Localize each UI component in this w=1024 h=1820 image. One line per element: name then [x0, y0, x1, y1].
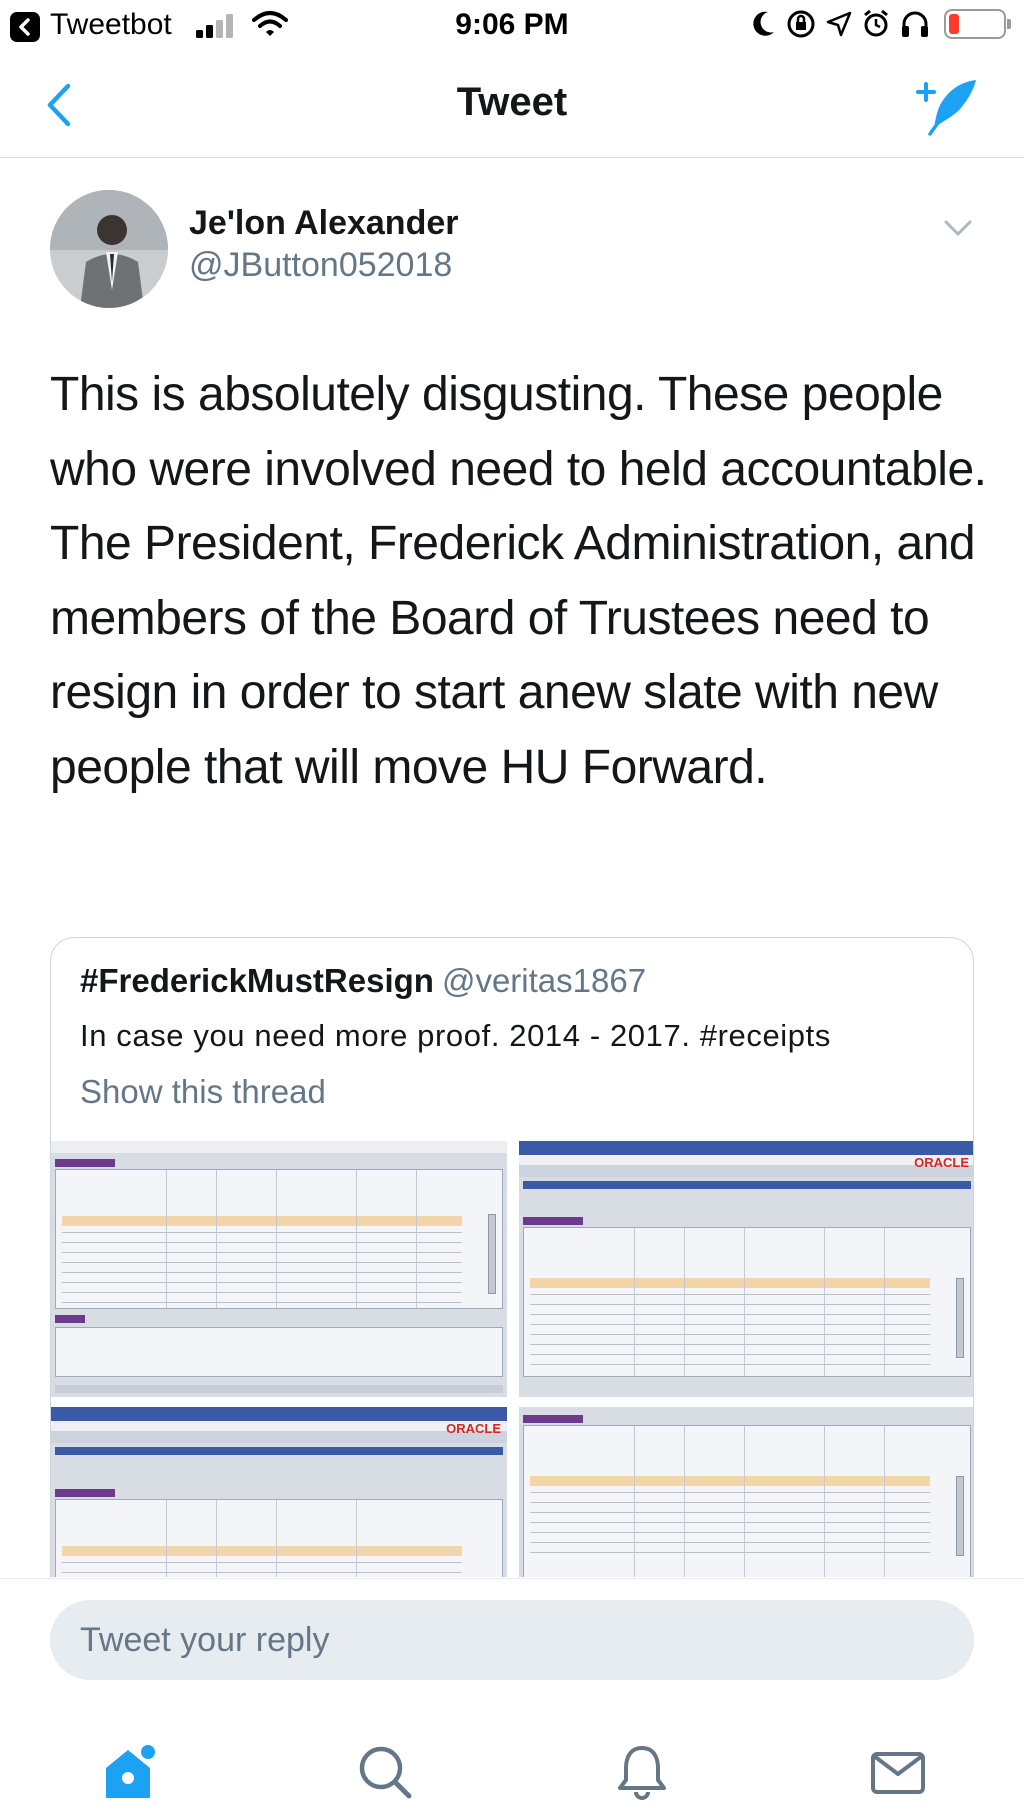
media-image[interactable]	[519, 1141, 974, 1397]
alarm-icon	[862, 9, 890, 39]
oracle-logo: ORACLE	[446, 1421, 501, 1436]
quoted-media-grid	[51, 1141, 974, 1577]
home-icon[interactable]	[98, 1742, 158, 1802]
compose-feather-icon[interactable]	[914, 76, 980, 136]
status-bar	[0, 0, 1024, 52]
media-image[interactable]	[51, 1141, 507, 1397]
status-app-name[interactable]: Tweetbot	[50, 8, 172, 41]
notifications-bell-icon[interactable]	[612, 1742, 672, 1802]
page-title: Tweet	[456, 80, 568, 124]
chevron-down-icon[interactable]	[940, 212, 976, 242]
navigation-bar	[0, 52, 1024, 158]
quoted-tweet-header	[80, 962, 646, 1000]
tab-bar	[0, 1700, 1024, 1820]
reply-input[interactable]	[50, 1600, 974, 1680]
oracle-logo: ORACLE	[914, 1155, 969, 1170]
search-icon[interactable]	[355, 1742, 415, 1802]
headphones-icon	[900, 10, 930, 38]
reply-bar	[0, 1578, 1024, 1688]
show-thread-link[interactable]: Show this thread	[80, 1073, 326, 1110]
moon-icon	[752, 10, 776, 38]
media-image[interactable]	[519, 1407, 974, 1577]
status-time: 9:06 PM	[455, 8, 569, 41]
quoted-tweet[interactable]	[50, 937, 974, 1577]
media-image[interactable]	[51, 1407, 507, 1577]
avatar[interactable]	[50, 190, 168, 308]
location-icon	[826, 11, 852, 37]
quoted-author-name[interactable]: #FrederickMustResign	[80, 962, 434, 999]
battery-icon	[944, 9, 1006, 39]
author-name[interactable]: Je'lon Alexander	[189, 204, 459, 242]
messages-mail-icon[interactable]	[868, 1742, 928, 1802]
quoted-author-handle[interactable]: @veritas1867	[441, 962, 647, 999]
rotation-lock-icon	[786, 9, 816, 39]
author-handle[interactable]: @JButton052018	[189, 246, 453, 284]
quoted-tweet-text: In case you need more proof. 2014 - 2017. #receipts	[80, 1018, 831, 1053]
tweet-text: This is absolutely disgusting. These people who were involved need to held accountable. The President, Frederick Administration, and members of the Board of Trustees need to resign in order to start anew slate with new people that will move HU Forward.	[50, 368, 987, 794]
battery-level	[949, 14, 959, 34]
